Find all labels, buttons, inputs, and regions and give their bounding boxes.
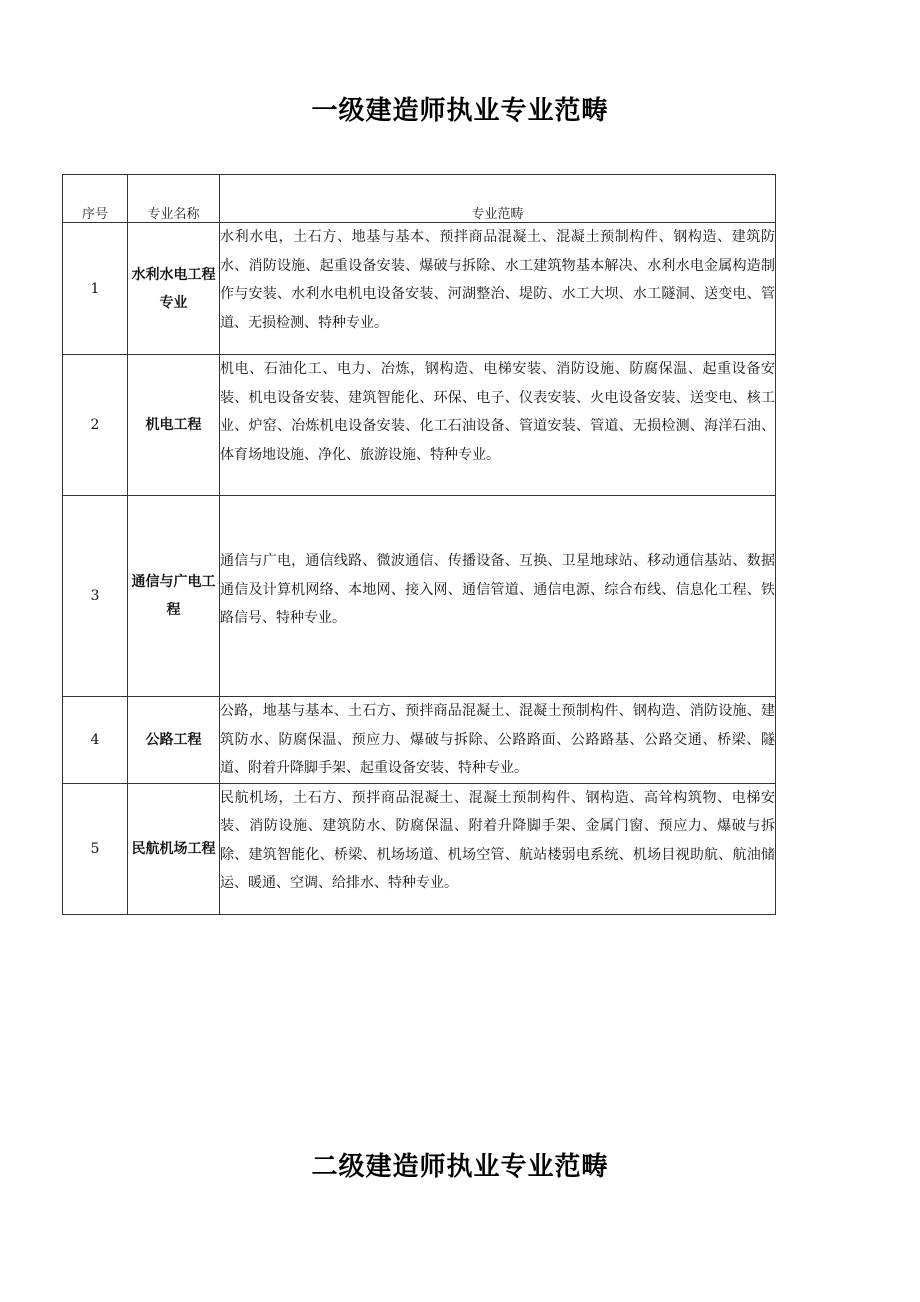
table-row: [63, 223, 776, 355]
specialty-name: 民航机场工程: [128, 783, 220, 914]
specialty-scope: 民航机场，土石方、预拌商品混凝土、混凝土预制构件、钢构造、高耸构筑物、电梯安装、消防设施、建筑防水、防腐保温、附着升降脚手架、金属门窗、预应力、爆破与拆除、建筑智能化、桥梁、机场场道、机场空管、航站楼弱电系统、机场目视助航、航油储运、暖通、空调、给排水、特种专业。: [220, 783, 776, 914]
specialty-scope: 通信与广电，通信线路、微波通信、传播设备、互换、卫星地球站、移动通信基站、数据通信及计算机网络、本地网、接入网、通信管道、通信电源、综合布线、信息化工程、铁路信号、特种专业。: [220, 496, 776, 697]
table-row: [63, 697, 776, 784]
specialty-name: 通信与广电工程: [128, 496, 220, 697]
table-row: [63, 496, 776, 697]
specialty-scope: 水利水电，土石方、地基与基本、预拌商品混凝土、混凝土预制构件、钢构造、建筑防水、消防设施、起重设备安装、爆破与拆除、水工建筑物基本解决、水利水电金属构造制作与安装、水利水电机电设备安装、河湖整治、堤防、水工大坝、水工隧洞、送变电、管道、无损检测、特种专业。: [220, 223, 776, 355]
row-number: 1: [63, 223, 128, 355]
header-no: 序号: [63, 175, 128, 223]
header-scope: 专业范畴: [220, 175, 776, 223]
specialty-name: 机电工程: [128, 355, 220, 496]
table-row: [63, 783, 776, 914]
row-number: 5: [63, 783, 128, 914]
row-number: 3: [63, 496, 128, 697]
scope-table: [62, 174, 776, 915]
page-title: 一级建造师执业专业范畴: [311, 96, 609, 126]
specialty-scope: 公路，地基与基本、土石方、预拌商品混凝土、混凝土预制构件、钢构造、消防设施、建筑防水、防腐保温、预应力、爆破与拆除、公路路面、公路路基、公路交通、桥梁、隧道、附着升降脚手架、起重设备安装、特种专业。: [220, 697, 776, 784]
row-number: 2: [63, 355, 128, 496]
table-row: [63, 355, 776, 496]
header-name: 专业名称: [128, 175, 220, 223]
specialty-name: 水利水电工程专业: [128, 223, 220, 355]
table-header-row: [63, 175, 776, 223]
specialty-name: 公路工程: [128, 697, 220, 784]
section-title: 二级建造师执业专业范畴: [311, 1152, 609, 1182]
specialty-scope: 机电、石油化工、电力、冶炼，钢构造、电梯安装、消防设施、防腐保温、起重设备安装、机电设备安装、建筑智能化、环保、电子、仪表安装、火电设备安装、送变电、核工业、炉窑、冶炼机电设备安装、化工石油设备、管道安装、管道、无损检测、海洋石油、体育场地设施、净化、旅游设施、特种专业。: [220, 355, 776, 496]
row-number: 4: [63, 697, 128, 784]
